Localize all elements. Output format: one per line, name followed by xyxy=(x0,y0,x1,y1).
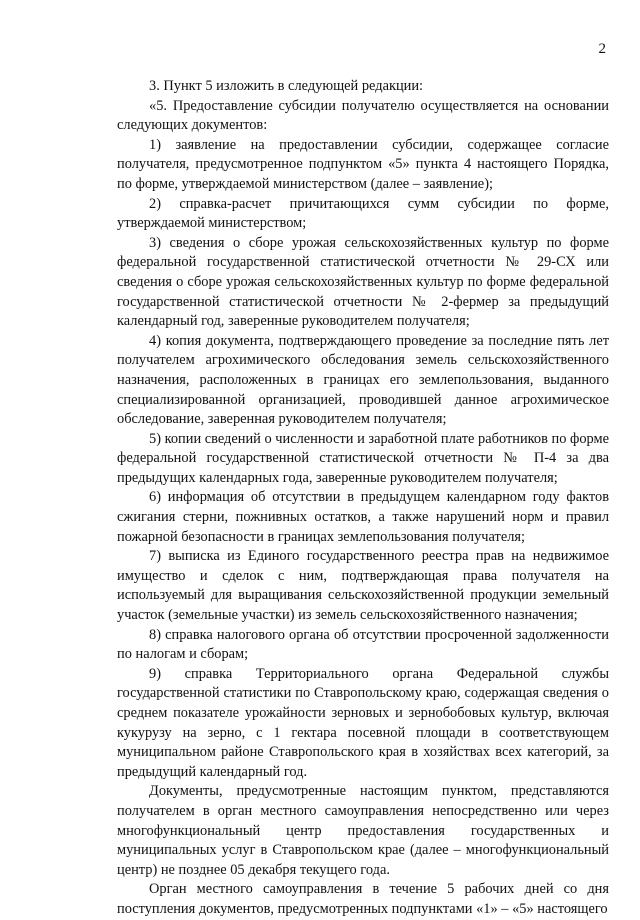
list-item: 9) справка Территориального органа Федеральной службы государственной статистики по Ставропольскому краю, содержащая сведения о среднем показателе урожайности зерновых и зернобобовых культур, включая кукурузу на зерно, с 1 гектара посевной площади в соответствующем муниципальном районе Ставропольского края в хозяйствах всех категорий, за предыдущий календарный год. xyxy=(117,665,609,780)
list-item: 4) копия документа, подтверждающего проведение за последние пять лет получателем агрохимического обследования земель сельскохозяйственного назначения, расположенных в границах его землепользования, выданного специализированной организацией, проводившей данное агрохимическое обследование, заверенная руководителем получателя; xyxy=(117,332,609,428)
paragraph: Документы, предусмотренные настоящим пунктом, представляются получателем в орган местного самоуправления непосредственно или через многофункциональный центр предоставления государственных и муниципальных услуг в Ставропольском крае (далее – многофункциональный центр) не позднее 05 декабря текущего года. xyxy=(117,783,609,878)
paragraph: Орган местного самоуправления в течение 5 рабочих дней со дня поступления документов, предусмотренных подпунктами «1» – «5» настоящего xyxy=(117,881,609,917)
list-item: 1) заявление на предоставлении субсидии, содержащее согласие получателя, предусмотренное подпунктом «5» пункта 4 настоящего Порядка, по форме, утверждаемой министерством (далее – заявление); xyxy=(117,136,609,192)
list-item: 6) информация об отсутствии в предыдущем календарном году фактов сжигания стерни, пожнивных остатков, а также нарушений норм и правил пожарной безопасности в границах землепользования получателя; xyxy=(117,489,609,545)
list-item: 2) справка-расчет причитающихся сумм субсидии по форме, утверждаемой министерством; xyxy=(117,195,609,232)
page-number: 2 xyxy=(598,41,606,57)
list-item: 8) справка налогового органа об отсутствии просроченной задолженности по налогам и сборам; xyxy=(117,626,609,663)
paragraph: «5. Предоставление субсидии получателю осуществляется на основании следующих документов: xyxy=(117,97,609,134)
list-item: 3) сведения о сборе урожая сельскохозяйственных культур по форме федеральной государственной статистической отчетности № 29-СХ или сведения о сборе урожая сельскохозяйственных культур по форме федеральной государственной статистической отчетности № 2-фермер за предыдущий календарный год, заверенные руководителем получателя; xyxy=(117,234,609,330)
document-body xyxy=(117,77,609,920)
list-item: 5) копии сведений о численности и заработной плате работников по форме федеральной государственной статистической отчетности № П-4 за два предыдущих календарных года, заверенные руководителем получателя; xyxy=(117,430,609,486)
list-item: 7) выписка из Единого государственного реестра прав на недвижимое имущество и сделок с ним, подтверждающая права получателя на используемый для выращивания сельскохозяйственной продукции земельный участок (земельные участки) из земель сельскохозяйственного назначения; xyxy=(117,548,609,624)
paragraph: 3. Пункт 5 изложить в следующей редакции: xyxy=(149,78,424,94)
